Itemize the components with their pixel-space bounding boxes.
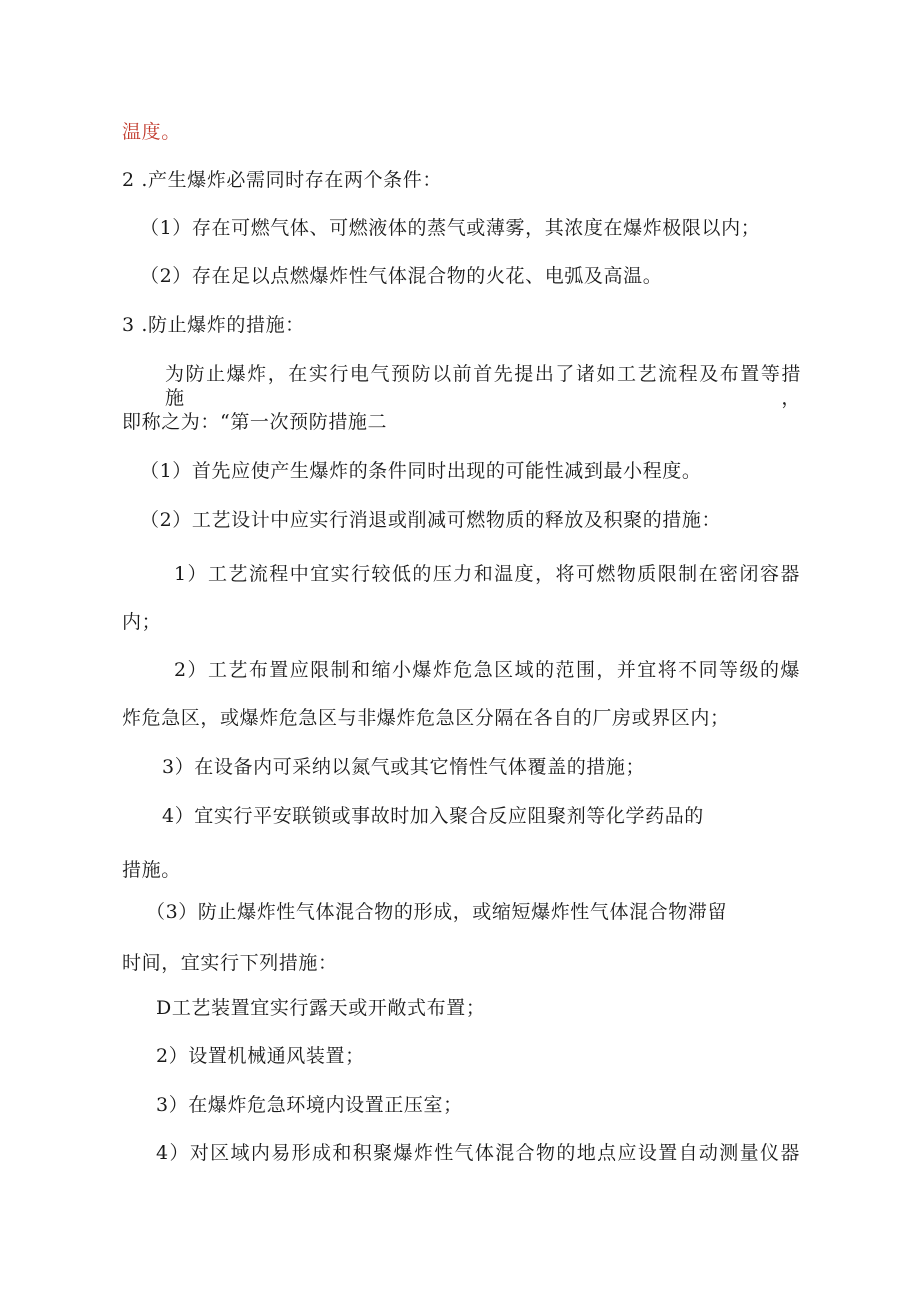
sub-item-2b: 2）设置机械通风装置； <box>156 1045 365 1067</box>
measure-item-3-line-1: （3）防止爆炸性气体混合物的形成，或缩短爆炸性气体混合物滞留 <box>146 901 728 923</box>
paragraph-intro-line-1: 为防止爆炸，在实行电气预防以前首先提出了诸如工艺流程及布置等措施， <box>165 363 801 409</box>
sub-item-4-line-1: 4）宜实行平安联锁或事故时加入聚合反应阻聚剂等化学药品的 <box>162 805 704 827</box>
sub-item-3b: 3）在爆炸危急环境内设置正压室； <box>156 1094 463 1116</box>
text-line-temperature: 温度。 <box>122 121 181 143</box>
section-heading-3: 3 .防止爆炸的措施： <box>122 314 305 336</box>
measure-item-2: （2）工艺设计中应实行消退或削减可燃物质的释放及积聚的措施： <box>140 509 722 531</box>
condition-item-2: （2）存在足以点燃爆炸性气体混合物的火花、电弧及高温。 <box>140 265 663 287</box>
measure-item-1: （1）首先应使产生爆炸的条件同时出现的可能性减到最小程度。 <box>140 460 702 482</box>
condition-item-1: （1）存在可燃气体、可燃液体的蒸气或薄雾，其浓度在爆炸极限以内； <box>140 217 761 239</box>
sub-item-3: 3）在设备内可采纳以氮气或其它惰性气体覆盖的措施； <box>162 756 646 778</box>
section-heading-2: 2 .产生爆炸必需同时存在两个条件： <box>122 169 442 191</box>
sub-item-1-line-1: 1）工艺流程中宜实行较低的压力和温度，将可燃物质限制在密闭容器 <box>174 563 800 585</box>
paragraph-intro-line-2: 即称之为：“第一次预防措施二 <box>122 411 388 433</box>
measure-item-3-line-2: 时间，宜实行下列措施： <box>122 952 338 974</box>
sub-item-2-line-2: 炸危急区，或爆炸危急区与非爆炸危急区分隔在各自的厂房或界区内； <box>122 707 730 729</box>
sub-item-2-line-1: 2）工艺布置应限制和缩小爆炸危急区域的范围，并宜将不同等级的爆 <box>174 659 800 681</box>
sub-item-4b: 4）对区域内易形成和积聚爆炸性气体混合物的地点应设置自动测量仪器 <box>156 1142 800 1164</box>
sub-item-4-line-2: 措施。 <box>122 859 181 881</box>
sub-item-1-line-2: 内； <box>122 611 162 633</box>
sub-item-d: D工艺装置宜实行露天或开敞式布置； <box>156 997 486 1019</box>
